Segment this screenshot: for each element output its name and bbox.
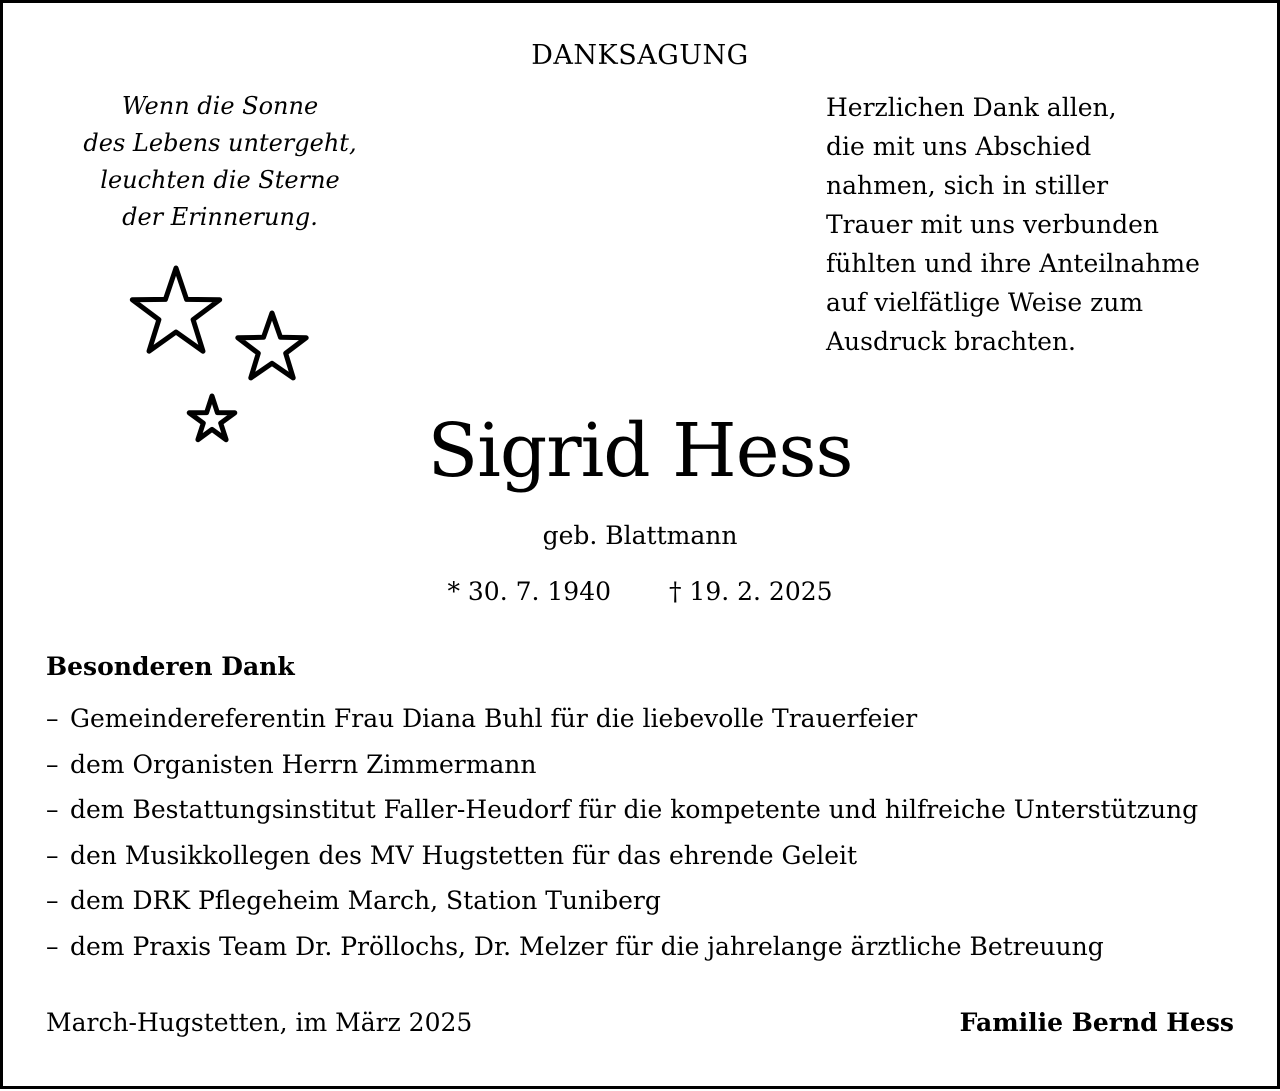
- dash-bullet: –: [46, 840, 59, 870]
- list-item-text: dem DRK Pflegeheim March, Station Tuniberg: [70, 886, 661, 916]
- list-item: [46, 742, 1246, 788]
- poem-line: der Erinnerung.: [122, 203, 318, 231]
- poem-line: leuchten die Sterne: [100, 166, 340, 194]
- maiden-name: geb. Blattmann: [542, 521, 738, 550]
- thanks-line: die mit uns Abschied: [826, 132, 1092, 161]
- list-item: [46, 787, 1246, 833]
- deceased-name: Sigrid Hess: [427, 408, 853, 494]
- thanks-text: [826, 88, 1256, 361]
- special-thanks-title: Besonderen Dank: [46, 652, 295, 681]
- special-thanks-list: [46, 696, 1246, 970]
- poem: [70, 88, 370, 236]
- thanks-line: Ausdruck brachten.: [826, 327, 1076, 356]
- medium-star-icon: [238, 313, 306, 378]
- place-and-date: March-Hugstetten, im März 2025: [46, 1008, 473, 1037]
- dash-bullet: –: [46, 886, 59, 916]
- list-item-text: den Musikkollegen des MV Hugstetten für das ehrende Geleit: [70, 840, 858, 870]
- family-signature: Familie Bernd Hess: [959, 1008, 1234, 1037]
- birth-date: * 30. 7. 1940: [447, 577, 612, 606]
- list-item: [46, 696, 1246, 742]
- thanks-line: auf vielfätlige Weise zum: [826, 288, 1144, 317]
- thanks-line: fühlten und ihre Anteilnahme: [826, 249, 1200, 278]
- life-dates: [0, 577, 1280, 606]
- poem-line: Wenn die Sonne: [121, 92, 319, 120]
- list-item: [46, 833, 1246, 879]
- list-item-text: dem Praxis Team Dr. Pröllochs, Dr. Melzer für die jahrelange ärztliche Betreuung: [70, 931, 1104, 961]
- dash-bullet: –: [46, 795, 59, 825]
- thanks-line: Herzlichen Dank allen,: [826, 93, 1117, 122]
- large-star-icon: [132, 268, 219, 351]
- list-item-text: dem Bestattungsinstitut Faller-Heudorf für die kompetente und hilfreiche Unterstützung: [70, 795, 1199, 825]
- list-item: [46, 924, 1246, 970]
- death-date: † 19. 2. 2025: [668, 577, 833, 606]
- list-item-text: dem Organisten Herrn Zimmermann: [70, 749, 537, 779]
- dash-bullet: –: [46, 931, 59, 961]
- notice-heading: DANKSAGUNG: [531, 40, 749, 71]
- poem-line: des Lebens untergeht,: [83, 129, 357, 157]
- list-item: [46, 878, 1246, 924]
- thanks-line: Trauer mit uns verbunden: [826, 210, 1159, 239]
- list-item-text: Gemeindereferentin Frau Diana Buhl für die liebevolle Trauerfeier: [70, 704, 918, 733]
- thanks-line: nahmen, sich in stiller: [826, 171, 1109, 200]
- dash-bullet: –: [46, 704, 59, 733]
- dash-bullet: –: [46, 749, 59, 779]
